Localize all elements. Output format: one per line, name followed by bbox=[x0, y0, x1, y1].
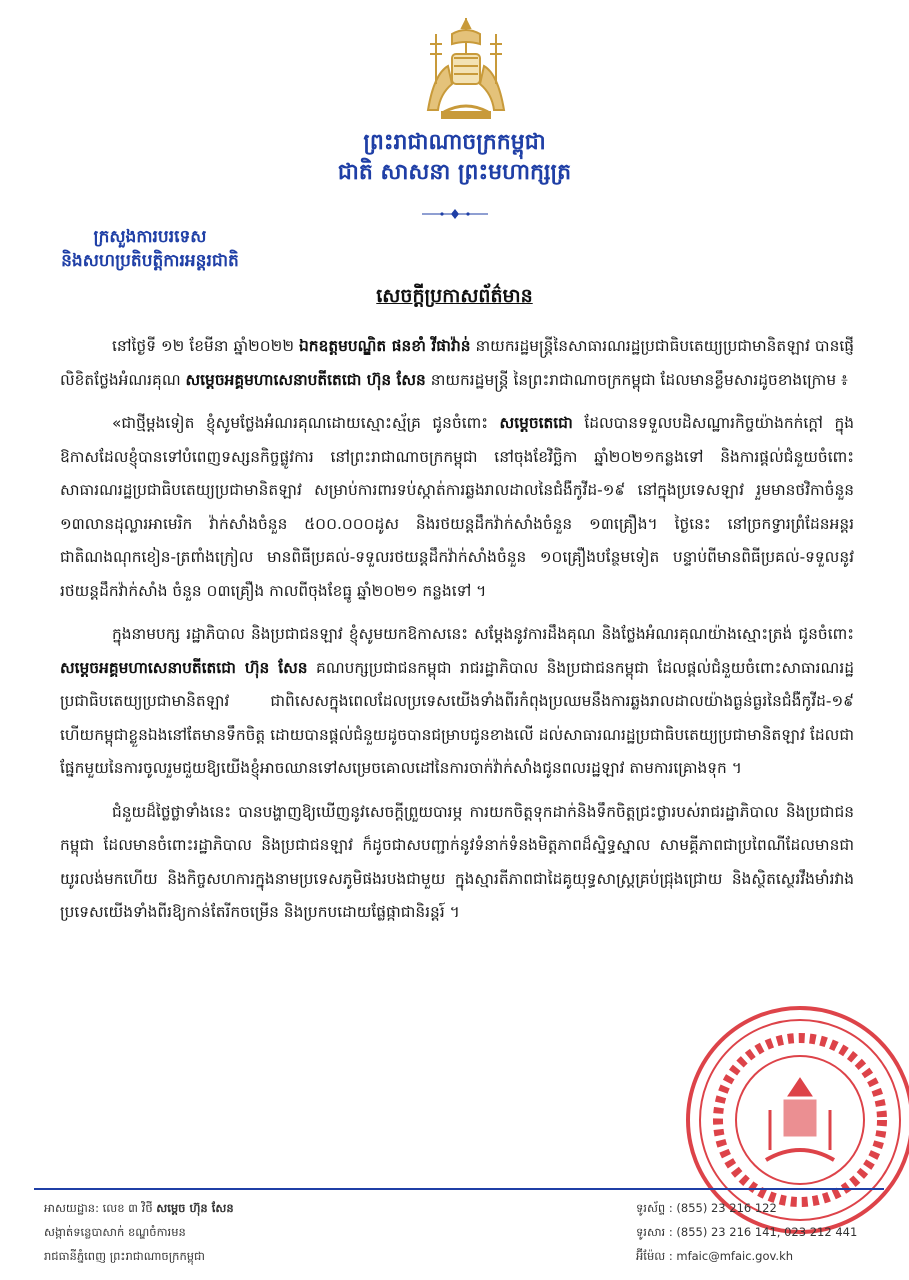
paragraph-4: ជំនួយដ៏ថ្លៃថ្លាទាំងនេះ បានបង្ហាញឱ្យឃើញនូវសេចក្តីព្រួយបារម្ភ ការយកចិត្តទុកដាក់និងទឹកចិត្តជ្រះថ្លារបស់រាជរដ្ឋាភិបាល និងប្រជាជនកម្ពុជា ដែលមានចំពោះរដ្ឋាភិបាល និងប្រជាជនឡាវ ក៏ដូចជាសបញ្ជាក់នូវទំនាក់ទំនងមិត្តភាពដ៏ស្និទ្ធស្នាល សាមគ្គីភាពជាប្រពៃណីដែលមានជាយូរលង់មកហើយ និងកិច្ចសហការក្នុងនាមប្រទេសភូមិផងរបងជាមួយ ក្នុងស្មារតីភាពជាដៃគូយុទ្ធសាស្ត្រគ្រប់ជ្រុងជ្រោយ និងស្ថិតស្ថេរវឹងមាំរវាងប្រទេសយើងទាំងពីរឱ្យកាន់តែរីកចម្រើន និងប្រកបដោយផ្លែផ្កាជានិរន្តរ៍ ។ bbox=[60, 802, 854, 921]
document-body bbox=[60, 330, 854, 940]
footer-phone: ទូរស័ព្ទ : (855) 23 216 122 bbox=[636, 1201, 777, 1215]
footer-divider bbox=[34, 1188, 884, 1190]
royal-coat-of-arms-emblem bbox=[414, 14, 518, 122]
footer-email: អ៊ីម៉ែល : mfaic@mfaic.gov.kh bbox=[636, 1249, 794, 1263]
footer-contact bbox=[636, 1196, 857, 1268]
footer-address: អាសយដ្ឋាន: លេខ ៣ វិថី សម្តេច ហ៊ុន សែន សង្កាត់ទន្លេបាសាក់ ខណ្ឌចំការមន រាជធានីភ្នំពេញ ព្រះរាជាណាចក្រកម្ពុជា bbox=[44, 1201, 234, 1263]
paragraph-2: «ជាថ្មីម្តងទៀត ខ្ញុំសូមថ្លែងអំណរគុណដោយស្មោះស្ម័គ្រ ជូនចំពោះ សម្តេចតេជោ ដែលបានទទួលបដិសណ្ឋារកិច្ចយ៉ាងកក់ក្តៅ ក្នុងឱកាសដែលខ្ញុំបានទៅបំពេញទស្សនកិច្ចផ្លូវការ នៅព្រះរាជាណាចក្រកម្ពុជា នៅចុងខែវិច្ឆិកា ឆ្នាំ២០២១កន្លងទៅ និងការផ្តល់ជំនួយចំពោះសាធារណរដ្ឋប្រជាធិបតេយ្យប្រជាមានិតឡាវ សម្រាប់ការពារទប់ស្កាត់ការឆ្លងរាលដាលនៃជំងឺកូវីដ-១៩ នៅក្នុងប្រទេសឡាវ រួមមានថវិកាចំនួន ១៣លានដុល្លារអាមេរិក វ៉ាក់សាំងចំនួន ៥០០.០០០ដូស និងរថយន្តដឹកវ៉ាក់សាំងចំនួន ១៣គ្រឿង។ ថ្ងៃនេះ នៅច្រកទ្វារព្រំដែនអន្តរជាតិណងណុកខៀន-ត្រពាំងក្រៀល មានពិធីប្រគល់-ទទួលរថយន្តដឹកវ៉ាក់សាំងចំនួន ១០គ្រឿងបន្ថែមទៀត បន្ទាប់ពីមានពិធីប្រគល់-ទទួលនូវរថយន្តដឹកវ៉ាក់សាំង ចំនួន ០៣គ្រឿង កាលពីចុងខែធ្នូ ឆ្នាំ២០២១ កន្លងទៅ ។ bbox=[60, 414, 854, 600]
kingdom-name: ព្រះរាជាណាចក្រកម្ពុជា bbox=[363, 130, 546, 155]
document-title: សេចក្តីប្រកាសព័ត៌មាន bbox=[376, 285, 533, 307]
ministry-name-line1: ក្រសួងការបរទេស bbox=[93, 227, 207, 247]
footer-fax: ទូរសារ : (855) 23 216 141, 023 212 441 bbox=[636, 1225, 858, 1239]
national-motto: ជាតិ សាសនា ព្រះមហាក្សត្រ bbox=[337, 160, 572, 185]
ornament-divider-icon bbox=[420, 208, 490, 220]
ministry-name-line2: និងសហប្រតិបត្តិការអន្តរជាតិ bbox=[61, 251, 239, 271]
paragraph-3: ក្នុងនាមបក្ស រដ្ឋាភិបាល និងប្រជាជនឡាវ ខ្ញុំសូមយកឱកាសនេះ សម្តែងនូវការដឹងគុណ និងថ្លែងអំណរគុណយ៉ាងស្មោះត្រង់ ជូនចំពោះ សម្តេចអគ្គមហាសេនាបតីតេជោ ហ៊ុន សែន គណបក្សប្រជាជនកម្ពុជា រាជរដ្ឋាភិបាល និងប្រជាជនកម្ពុជា ដែលផ្តល់ជំនួយចំពោះសាធារណរដ្ឋប្រជាធិបតេយ្យប្រជាមានិតឡាវ ជាពិសេសក្នុងពេលដែលប្រទេសយើងទាំងពីរកំពុងប្រឈមនឹងការឆ្លងរាលដាលយ៉ាងធ្ងន់ធ្ងរនៃជំងឺកូវីដ-១៩ ហើយកម្ពុជាខ្លួនឯងនៅតែមានទឹកចិត្ត ដោយបានផ្តល់ជំនួយដូចបានជម្រាបជូនខាងលើ ដល់សាធារណរដ្ឋប្រជាធិបតេយ្យប្រជាមានិតឡាវ ដែលជាផ្នែកមួយនៃការចូលរួមជួយឱ្យយើងខ្ញុំអាចឈានទៅសម្រេចគោលដៅនៃការចាក់វ៉ាក់សាំងជូនពលរដ្ឋឡាវ តាមការគ្រោងទុក ។ bbox=[60, 625, 854, 777]
paragraph-1: នៅថ្ងៃទី ១២ ខែមីនា ឆ្នាំ២០២២ ឯកឧត្តមបណ្ឌិត ផនខាំ វីផាវ៉ាន់ នាយករដ្ឋមន្ត្រីនៃសាធារណរដ្ឋប្រជាធិបតេយ្យប្រជាមានិតឡាវ បានផ្ញើលិខិតថ្លែងអំណរគុណ សម្តេចអគ្គមហាសេនាបតីតេជោ ហ៊ុន សែន នាយករដ្ឋមន្ត្រី នៃព្រះរាជាណាចក្រកម្ពុជា ដែលមានខ្លឹមសារដូចខាងក្រោម ៖ bbox=[60, 337, 854, 389]
